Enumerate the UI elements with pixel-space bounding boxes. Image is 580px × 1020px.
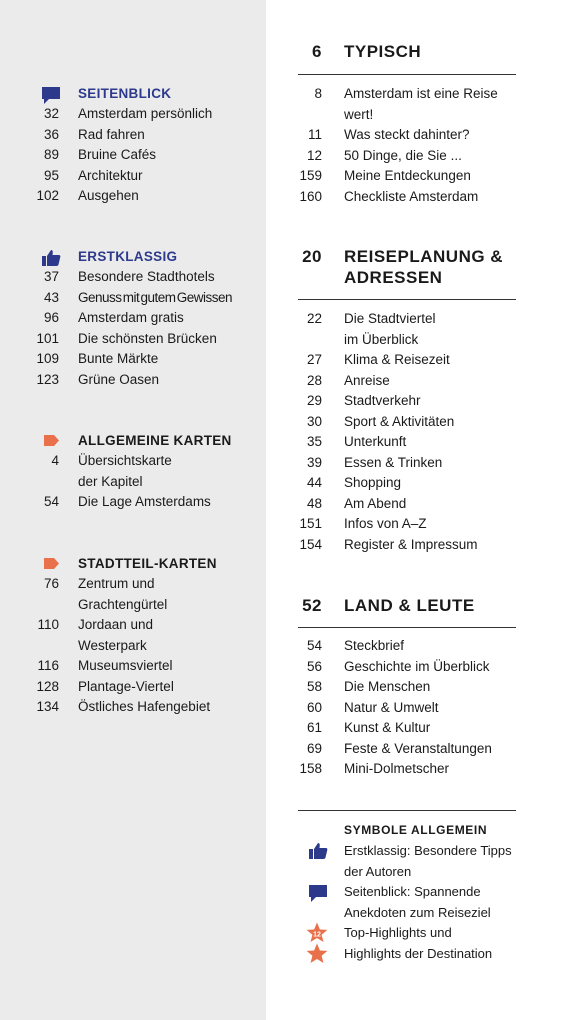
entry-title: Grüne Oasen [78,371,160,387]
section-title-line-2: ADRESSEN [344,268,443,287]
section-title: SEITENBLICK [78,86,172,101]
page-number: 27 [306,352,322,367]
entry-title: Mini-Dolmetscher [344,761,450,776]
map-tag-icon [44,558,59,569]
entry-title: Checkliste Amsterdam [344,188,479,204]
toc-entry [298,718,516,739]
toc-entry [298,330,516,351]
section-erstklassig [0,247,266,390]
entry-list [0,451,266,513]
entry-title: Architektur [78,167,143,183]
entry-title: Die schönsten Brücken [78,330,217,346]
toc-entry [298,759,516,780]
entry-title: Westerpark [78,637,147,653]
section-header [0,247,266,267]
legend-divider [298,810,516,811]
page-number: 11 [307,127,322,142]
section-title: ALLGEMEINE KARTEN [78,433,232,448]
entry-title: Zentrum und [78,576,155,591]
legend-line: Top-Highlights und [344,925,452,940]
entry-title: Natur & Umwelt [344,699,439,715]
star-badge-number: 12 [313,931,321,939]
toc-entry [0,636,266,657]
toc-entry [0,472,266,493]
page-number: 101 [36,330,59,346]
section-divider [298,627,516,628]
highlight-star-icon [306,943,328,965]
entry-title: Ausgehen [78,188,139,203]
entry-title: Plantage-Viertel [78,678,174,694]
toc-entry [0,349,266,370]
map-tag-icon [44,435,59,446]
page-number: 102 [36,188,59,203]
toc-entry [0,186,266,207]
toc-entry [298,453,516,474]
entry-title: Rad fahren [78,126,145,142]
toc-entry [0,267,266,288]
entry-title: Anreise [344,372,390,388]
legend-title: SYMBOLE ALLGEMEIN [344,823,488,837]
page-number: 56 [306,658,322,674]
toc-entry [298,535,516,556]
toc-entry [0,104,266,125]
entry-title: Besondere Stadthotels [78,269,215,284]
page-number: 128 [36,678,59,694]
section-header [0,431,266,451]
entry-title: Die Stadtviertel [344,311,436,326]
entry-list [0,574,266,718]
entry-title: Stadtverkehr [344,393,421,408]
entry-title: Bruine Cafés [78,147,157,162]
toc-entry [298,105,516,126]
toc-entry [0,125,266,146]
toc-entry [0,308,266,329]
top-highlight-star-icon [306,922,328,944]
entry-list [298,636,516,780]
toc-entry [0,451,266,472]
entry-title: Infos von A–Z [344,516,427,531]
section-header [298,246,516,299]
entry-title: Übersichtskarte [78,453,172,468]
section-title: ERSTKLASSIG [78,249,178,264]
toc-entry [298,350,516,371]
toc-entry [0,615,266,636]
toc-entry [298,391,516,412]
speech-bubble-icon [308,884,328,903]
section-page-number: 52 [302,596,322,615]
page-number: 32 [43,106,59,121]
entry-title: Unterkunft [344,434,407,449]
page-number: 123 [36,371,59,387]
section-typisch [298,41,516,204]
page-number: 116 [37,658,59,673]
page-number: 37 [43,269,59,284]
entry-title: Steckbrief [344,638,405,653]
toc-entry [298,473,516,494]
entry-title: im Überblick [344,331,419,347]
toc-entry [298,677,516,698]
entry-list [0,104,266,207]
page-number: 36 [43,126,59,142]
legend-line: Seitenblick: Spannende [344,884,481,899]
section-header [0,554,266,574]
toc-entry [298,432,516,453]
toc-entry [298,739,516,760]
page-number: 96 [43,310,59,325]
entry-title: Bunte Märkte [78,351,159,366]
page-number: 48 [306,495,322,511]
entry-title: Amsterdam gratis [78,310,184,325]
entry-title: Östliches Hafengebiet [78,699,211,714]
entry-list [0,267,266,390]
toc-entry [298,657,516,678]
entry-title: Jordaan und [78,617,154,632]
thumbs-up-icon [41,249,61,267]
page-number: 22 [306,311,322,326]
page-number: 39 [306,454,322,470]
toc-entry [0,595,266,616]
section-title: LAND & LEUTE [344,596,475,615]
entry-title: Museumsviertel [78,658,173,673]
entry-title: Klima & Reisezeit [344,352,450,367]
legend-line: der Autoren [344,863,412,879]
entry-title: Feste & Veranstaltungen [344,740,492,756]
legend-line: Highlights der Destination [344,945,493,961]
entry-title: Geschichte im Überblick [344,658,490,674]
toc-entry [0,677,266,698]
entry-title: Kunst & Kultur [344,720,431,735]
page-number: 29 [306,393,322,408]
section-seitenblick [0,84,266,207]
page-number: 8 [314,86,322,101]
toc-entry [0,370,266,391]
entry-title: Genuss mit gutem Gewissen [78,289,233,305]
page-number: 95 [43,167,59,183]
section-header [298,41,516,74]
entry-list [298,309,516,555]
toc-entry [0,656,266,677]
section-title: TYPISCH [344,42,422,61]
toc-entry [298,636,516,657]
section-page-number: 20 [302,247,322,266]
toc-entry [298,146,516,167]
entry-title: Shopping [344,475,402,490]
entry-title: Die Lage Amsterdams [78,494,211,509]
page-number: 159 [299,168,322,183]
toc-entry [0,288,266,309]
page-number: 54 [43,494,59,509]
page-number: 89 [43,147,59,162]
section-title-line-1: REISEPLANUNG & [344,247,504,266]
entry-title: Register & Impressum [344,536,478,552]
section-reiseplanung [298,246,516,552]
toc-entry [0,166,266,187]
toc-entry [0,329,266,350]
page-number: 54 [306,638,322,653]
toc-entry [0,145,266,166]
page-number: 60 [306,699,322,715]
legend-line: Erstklassig: Besondere Tipps [344,843,512,858]
page-number: 76 [43,576,59,591]
toc-entry [0,697,266,718]
page-number: 61 [306,720,322,735]
thumbs-up-icon [308,842,328,860]
page-number: 160 [299,188,322,204]
entry-title: Sport & Aktivitäten [344,413,455,429]
entry-title: der Kapitel [78,473,143,489]
toc-entry [0,574,266,595]
entry-title: Amsterdam ist eine Reise [344,86,498,101]
toc-entry [298,309,516,330]
page-number: 30 [306,413,322,429]
page-number: 69 [306,740,322,756]
toc-entry [298,125,516,146]
entry-title: Was steckt dahinter? [344,127,470,142]
section-allgemeine-karten [0,431,266,513]
entry-list [298,84,516,207]
page-number: 109 [36,351,59,366]
section-header [0,84,266,104]
section-page-number: 6 [312,42,322,61]
entry-title: wert! [344,106,374,122]
page-number: 35 [306,434,322,449]
toc-entry [298,371,516,392]
page-number: 43 [43,289,59,305]
page-number: 4 [51,453,59,468]
page-number: 151 [299,516,322,531]
page-number: 158 [299,761,322,776]
page-number: 134 [36,699,59,714]
entry-title: 50 Dinge, die Sie ... [344,147,462,163]
section-title: STADTTEIL-KARTEN [78,556,217,571]
toc-entry [0,492,266,513]
section-land-leute [298,595,516,776]
toc-entry [298,84,516,105]
page-number: 28 [306,372,322,388]
speech-bubble-icon [41,86,61,105]
entry-title: Grachtengürtel [78,596,168,612]
section-divider [298,74,516,75]
toc-entry [298,166,516,187]
page-number: 44 [306,475,322,490]
toc-entry [298,514,516,535]
legend-line: Anekdoten zum Reiseziel [344,904,491,920]
entry-title: Amsterdam persönlich [78,106,213,121]
entry-title: Meine Entdeckungen [344,168,471,183]
section-divider [298,299,516,300]
entry-title: Die Menschen [344,679,431,694]
page-number: 58 [306,679,322,694]
page-number: 12 [306,147,322,163]
section-stadtteil-karten [0,554,266,718]
entry-title: Essen & Trinken [344,454,443,470]
entry-title: Am Abend [344,495,407,511]
page-number: 154 [299,536,322,552]
toc-entry [298,494,516,515]
toc-entry [298,187,516,208]
page-number: 110 [37,617,59,632]
toc-entry [298,698,516,719]
section-header [298,595,516,627]
toc-entry [298,412,516,433]
